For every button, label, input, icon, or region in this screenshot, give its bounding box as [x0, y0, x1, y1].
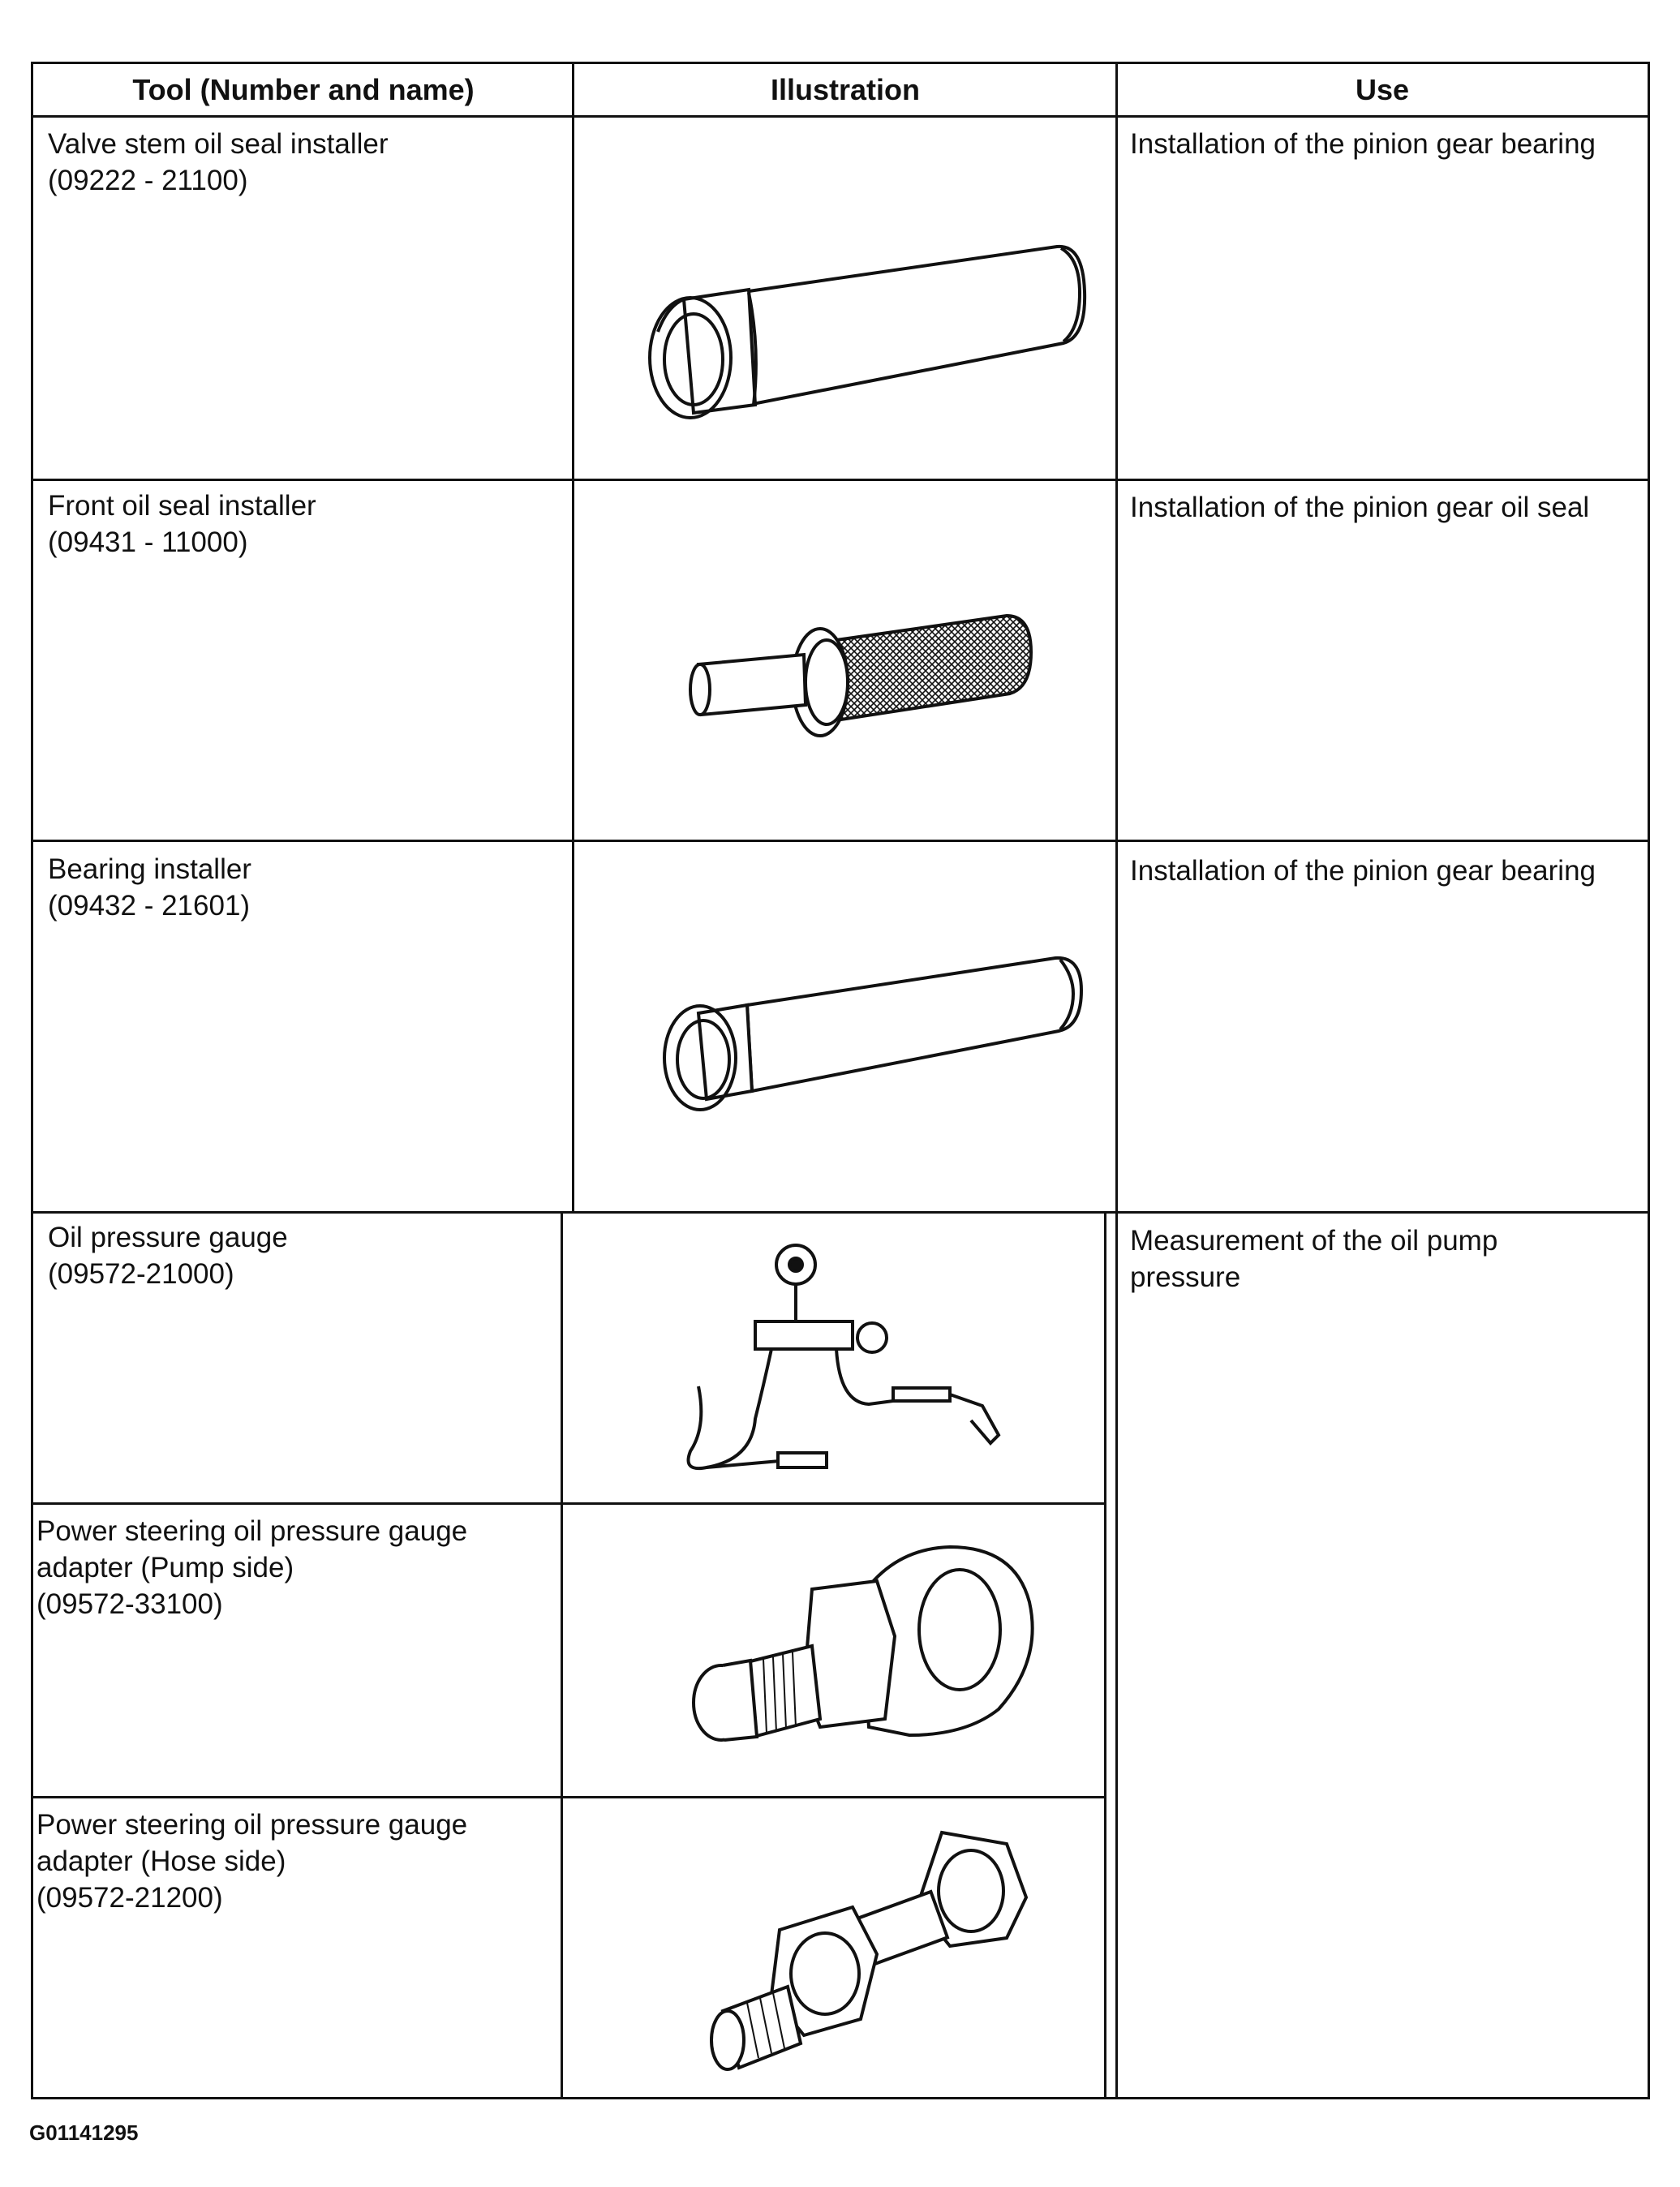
- table-row-tool-cell: [37, 1513, 467, 1622]
- tube-bearing-installer-icon: [650, 924, 1088, 1143]
- tool-number: (09572-21000): [48, 1258, 234, 1290]
- knurled-seal-installer-icon: [682, 583, 1039, 762]
- use-line: pressure: [1130, 1261, 1241, 1293]
- tool-number: (09572-21200): [37, 1882, 223, 1914]
- tool-name: Front oil seal installer: [48, 490, 316, 522]
- column-divider: [1115, 64, 1118, 2099]
- hex-nut-adapter-icon: [698, 1816, 1039, 2084]
- use-line: Measurement of the oil pump: [1130, 1225, 1498, 1257]
- row-divider: [33, 1796, 1106, 1798]
- row-divider: [33, 840, 1648, 842]
- banjo-adapter-icon: [682, 1524, 1055, 1776]
- tool-name: Valve stem oil seal installer: [48, 128, 389, 160]
- row-divider: [33, 1211, 1648, 1214]
- table-row-tool-cell: [37, 1807, 467, 1916]
- sleeve-installer-icon: [635, 170, 1089, 421]
- column-divider: [1104, 1211, 1106, 2099]
- tool-name: Bearing installer: [48, 853, 251, 885]
- table-row-tool-cell: [48, 851, 251, 924]
- table-row-tool-cell: [48, 126, 389, 199]
- tool-number: (09222 - 21100): [48, 165, 248, 196]
- special-tools-table: [31, 62, 1650, 2099]
- column-divider: [561, 1211, 563, 2099]
- table-row-tool-cell: [48, 488, 316, 561]
- row-divider: [33, 479, 1648, 481]
- header-tool: Tool (Number and name): [33, 64, 574, 118]
- tool-number: (09572-33100): [37, 1588, 223, 1620]
- tool-name: Power steering oil pressure gauge: [37, 1515, 468, 1547]
- table-row-use-cell: [1130, 1222, 1497, 1295]
- table-row-use-cell: Installation of the pinion gear bearing: [1130, 855, 1596, 887]
- tool-number: (09431 - 11000): [48, 526, 248, 558]
- table-row-use-cell: Installation of the pinion gear bearing: [1130, 128, 1596, 160]
- row-divider: [33, 1502, 1106, 1505]
- tool-name: adapter (Hose side): [37, 1845, 286, 1877]
- figure-code: G01141295: [29, 2120, 139, 2145]
- header-illustration: Illustration: [574, 64, 1117, 118]
- table-row-use-cell: Installation of the pinion gear oil seal: [1130, 492, 1590, 523]
- tool-number: (09432 - 21601): [48, 890, 251, 922]
- tool-name: Power steering oil pressure gauge: [37, 1809, 468, 1841]
- pressure-gauge-hose-icon: [674, 1232, 1031, 1492]
- table-row-tool-cell: [48, 1219, 288, 1292]
- tool-name: Oil pressure gauge: [48, 1222, 288, 1253]
- column-divider: [572, 64, 574, 1211]
- header-use: Use: [1117, 64, 1648, 118]
- tool-name: adapter (Pump side): [37, 1552, 294, 1583]
